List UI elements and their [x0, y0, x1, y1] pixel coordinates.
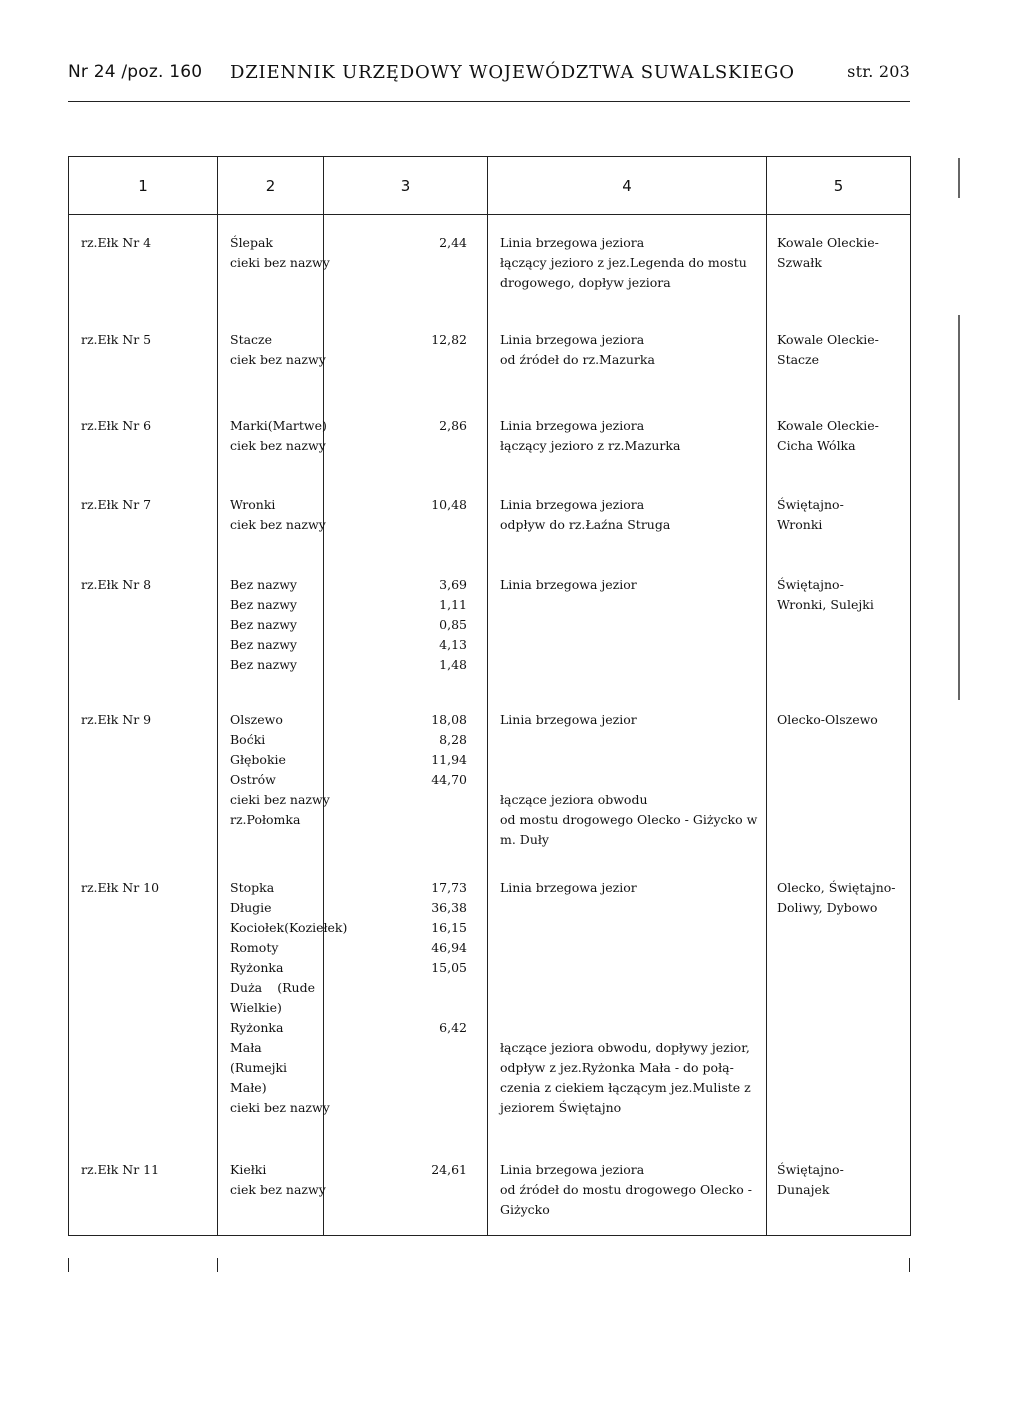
desc-line: Linia brzegowa jeziora — [500, 1161, 645, 1177]
area-value: 12,82 — [431, 331, 467, 347]
place-line: Olecko, Świętajno- — [777, 879, 896, 895]
areas-cell — [324, 398, 488, 477]
lakes-table — [68, 156, 911, 1236]
area-value: 46,94 — [431, 939, 467, 955]
table-row — [69, 557, 911, 692]
names-cell — [218, 477, 324, 557]
table-row — [69, 215, 911, 312]
desc-line: odpływ do rz.Łaźna Struga — [500, 516, 671, 532]
desc-line: od źródeł do rz.Mazurka — [500, 351, 655, 367]
table-row — [69, 398, 911, 477]
desc-line: Linia brzegowa jeziora — [500, 331, 645, 347]
description-cell — [488, 312, 767, 398]
place-line: Szwałk — [777, 255, 822, 270]
place-cell — [767, 692, 911, 860]
column-tick — [68, 1258, 69, 1272]
margin-rule — [958, 315, 960, 700]
names-line: ciek bez nazwy — [230, 516, 326, 532]
names-line: Wronki — [230, 496, 276, 512]
desc-line: od mostu drogowego Olecko - Giżycko w — [500, 811, 758, 827]
river-label: rz.Ełk Nr 11 — [81, 1161, 160, 1177]
description-cell — [488, 860, 767, 1142]
column-header: 2 — [218, 157, 324, 215]
desc-line — [500, 750, 760, 770]
place-line: Kowale Oleckie- — [777, 331, 879, 347]
area-value: 36,38 — [431, 899, 467, 915]
desc-line — [500, 958, 760, 978]
table-body — [69, 215, 911, 1236]
names-line: Kociołek(Koziełek) — [230, 919, 348, 935]
river-cell — [69, 312, 218, 398]
column-tick — [217, 1258, 218, 1272]
names-line: Bez nazwy — [230, 636, 297, 652]
place-cell — [767, 1142, 911, 1236]
desc-line: m. Duły — [500, 831, 549, 847]
areas-cell — [324, 1142, 488, 1236]
desc-line — [500, 730, 760, 750]
river-label: rz.Ełk Nr 8 — [81, 576, 152, 592]
place-line: Kowale Oleckie- — [777, 235, 879, 250]
river-label: rz.Ełk Nr 7 — [81, 496, 152, 512]
place-cell — [767, 477, 911, 557]
place-line: Dunajek — [777, 1181, 830, 1197]
river-cell — [69, 860, 218, 1142]
river-cell — [69, 692, 218, 860]
names-cell — [218, 1142, 324, 1236]
desc-line: łączący jezioro z jez.Legenda do mostu — [500, 255, 747, 270]
table-row — [69, 312, 911, 398]
area-value: 15,05 — [431, 959, 467, 975]
names-line: Kiełki — [230, 1161, 267, 1177]
desc-line — [500, 770, 760, 790]
place-cell — [767, 312, 911, 398]
page-header — [68, 62, 910, 92]
areas-cell — [324, 692, 488, 860]
areas-cell — [324, 215, 488, 312]
names-line: Ostrów — [230, 771, 276, 787]
river-cell — [69, 477, 218, 557]
desc-line: łączące jeziora obwodu, dopływy jezior, — [500, 1039, 750, 1055]
area-value: 1,48 — [439, 656, 467, 672]
table-row — [69, 692, 911, 860]
column-header: 1 — [69, 157, 218, 215]
area-value: 11,94 — [431, 751, 467, 767]
names-cell — [218, 215, 330, 312]
column-header: 3 — [324, 157, 488, 215]
column-header: 4 — [488, 157, 767, 215]
river-label: rz.Ełk Nr 9 — [81, 711, 152, 727]
place-line: Doliwy, Dybowo — [777, 899, 878, 915]
header-divider — [68, 101, 910, 102]
desc-line: Linia brzegowa jeziora — [500, 496, 645, 512]
river-label: rz.Ełk Nr 6 — [81, 417, 152, 433]
desc-line: Linia brzegowa jezior — [500, 879, 637, 895]
place-cell — [767, 860, 911, 1142]
names-line: Boćki — [230, 731, 266, 747]
names-line: cieki bez nazwy — [230, 1099, 330, 1115]
river-cell — [69, 398, 218, 477]
names-line: Ryżonka Duża (Rude Wielkie) — [230, 959, 315, 1015]
names-line: cieki bez nazwy — [230, 791, 330, 807]
place-cell — [767, 398, 911, 477]
place-line: Kowale Oleckie- — [777, 417, 879, 433]
desc-line — [500, 1018, 760, 1038]
river-label: rz.Ełk Nr 5 — [81, 331, 152, 347]
desc-line: łączące jeziora obwodu — [500, 791, 648, 807]
names-line: ciek bez nazwy — [230, 437, 326, 453]
area-value: 3,69 — [439, 576, 467, 592]
desc-line — [500, 998, 760, 1018]
names-line: Długie — [230, 899, 272, 915]
names-line: Marki(Martwe) — [230, 417, 327, 433]
desc-line — [500, 898, 760, 918]
areas-cell — [324, 860, 488, 1142]
names-line: cieki bez nazwy — [230, 255, 330, 270]
desc-line — [500, 918, 760, 938]
river-label: rz.Ełk Nr 4 — [81, 235, 152, 250]
place-line: Świętajno- — [777, 576, 844, 592]
names-line: Stopka — [230, 879, 275, 895]
names-line: Ślepak — [230, 235, 273, 250]
names-line: rz.Połomka — [230, 811, 301, 827]
description-cell — [488, 477, 767, 557]
names-line: Stacze — [230, 331, 273, 347]
place-line: Wronki, Sulejki — [777, 596, 874, 612]
description-cell — [488, 1142, 767, 1236]
desc-line: jeziorem Świętajno — [500, 1099, 622, 1115]
desc-line: łączący jezioro z rz.Mazurka — [500, 437, 681, 453]
area-value: 4,13 — [439, 636, 467, 652]
description-cell — [488, 557, 767, 692]
description-cell — [488, 215, 767, 312]
areas-cell — [324, 557, 488, 692]
column-header-row — [69, 157, 911, 215]
desc-line: Linia brzegowa jezior — [500, 711, 637, 727]
journal-title: DZIENNIK URZĘDOWY WOJEWÓDZTWA SUWALSKIEGO — [230, 62, 795, 83]
names-line: Bez nazwy — [230, 616, 297, 632]
area-value — [324, 978, 467, 998]
areas-cell — [324, 312, 488, 398]
desc-line: czenia z ciekiem łączącym jez.Muliste z — [500, 1079, 751, 1095]
place-cell — [767, 215, 911, 312]
river-cell — [69, 215, 218, 312]
place-line: Cicha Wólka — [777, 437, 856, 453]
names-line: Ryżonka Mała (Rumejki Małe) — [230, 1019, 288, 1095]
desc-line: odpływ z jez.Ryżonka Mała - do połą- — [500, 1059, 734, 1075]
desc-line: Linia brzegowa jeziora — [500, 417, 645, 433]
place-line: Wronki — [777, 516, 823, 532]
area-value: 1,11 — [439, 596, 467, 612]
description-cell — [488, 692, 767, 860]
desc-line: Linia brzegowa jeziora — [500, 235, 645, 250]
names-cell — [218, 398, 327, 477]
names-line: Olszewo — [230, 711, 283, 727]
desc-line — [500, 978, 760, 998]
table-row — [69, 477, 911, 557]
river-cell — [69, 1142, 218, 1236]
area-value: 44,70 — [431, 771, 467, 787]
area-value: 17,73 — [431, 879, 467, 895]
place-line: Olecko-Olszewo — [777, 711, 878, 727]
place-line: Świętajno- — [777, 496, 844, 512]
table-row — [69, 860, 911, 1142]
area-value: 0,85 — [439, 616, 467, 632]
area-value: 6,42 — [439, 1019, 467, 1035]
names-cell — [218, 860, 348, 1142]
river-cell — [69, 557, 218, 692]
names-cell — [218, 557, 324, 692]
names-line: Romoty — [230, 939, 279, 955]
margin-rule — [958, 158, 960, 198]
names-line: Głębokie — [230, 751, 286, 767]
desc-line: Giżycko — [500, 1201, 550, 1217]
area-value: 2,44 — [439, 235, 467, 250]
place-cell — [767, 557, 911, 692]
place-line: Świętajno- — [777, 1161, 844, 1177]
desc-line — [500, 938, 760, 958]
area-value: 8,28 — [439, 731, 467, 747]
desc-line: Linia brzegowa jezior — [500, 576, 637, 592]
river-label: rz.Ełk Nr 10 — [81, 879, 160, 895]
names-line: Bez nazwy — [230, 596, 297, 612]
page-number: str. 203 — [847, 62, 910, 81]
desc-line: od źródeł do mostu drogowego Olecko - — [500, 1181, 752, 1197]
column-header: 5 — [767, 157, 911, 215]
names-cell — [218, 692, 330, 860]
column-tick — [909, 1258, 910, 1272]
place-line: Stacze — [777, 351, 820, 367]
names-line: ciek bez nazwy — [230, 351, 326, 367]
area-value: 16,15 — [431, 919, 467, 935]
names-line: ciek bez nazwy — [230, 1181, 326, 1197]
names-line: Bez nazwy — [230, 576, 297, 592]
names-line: Bez nazwy — [230, 656, 297, 672]
description-cell — [488, 398, 767, 477]
area-value: 18,08 — [431, 711, 467, 727]
issue-number: Nr 24 /poz. 160 — [68, 62, 203, 82]
table-row — [69, 1142, 911, 1236]
names-cell — [218, 312, 324, 398]
area-value: 10,48 — [431, 496, 467, 512]
desc-line: drogowego, dopływ jeziora — [500, 275, 671, 290]
area-value: 2,86 — [439, 417, 467, 433]
area-value: 24,61 — [431, 1161, 467, 1177]
areas-cell — [324, 477, 488, 557]
